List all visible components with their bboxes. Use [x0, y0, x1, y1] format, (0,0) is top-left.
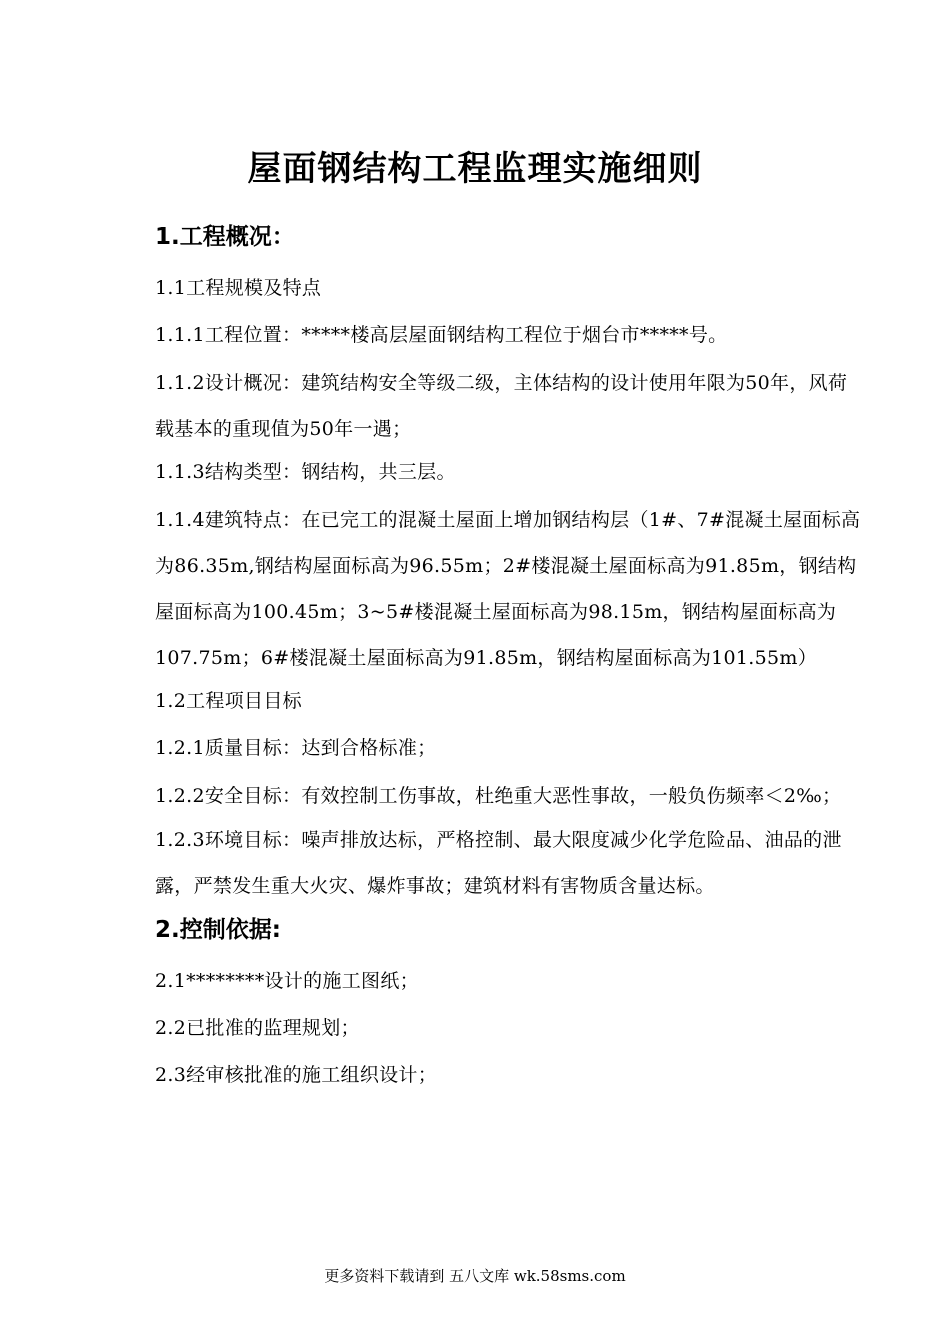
- paragraph-1-2-1: 1.2.1质量目标：达到合格标准；: [155, 737, 437, 759]
- section-heading-overview: 1.工程概况：: [155, 224, 295, 250]
- paragraph-1-1-3: 1.1.3结构类型：钢结构，共三层。: [155, 461, 456, 483]
- paragraph-1-1-2: 1.1.2设计概况：建筑结构安全等级二级，主体结构的设计使用年限为50年，风荷载基本的重现值为50年一遇；: [155, 372, 848, 440]
- paragraph-1-1: 1.1工程规模及特点: [155, 277, 322, 299]
- paragraph-2-2: 2.2已批准的监理规划；: [155, 1017, 360, 1039]
- paragraph-1-1-1: 1.1.1工程位置：*****楼高层屋面钢结构工程位于烟台市*****号。: [155, 324, 728, 346]
- section-heading-basis: 2.控制依据:: [155, 917, 281, 943]
- paragraph-1-2-3: 1.2.3环境目标：噪声排放达标，严格控制、最大限度减少化学危险品、油品的泄露，严禁发生重大火灾、爆炸事故；建筑材料有害物质含量达标。: [155, 829, 842, 897]
- paragraph-2-1: 2.1********设计的施工图纸；: [155, 970, 419, 992]
- document-title: 屋面钢结构工程监理实施细则: [247, 149, 703, 189]
- paragraph-1-1-4: 1.1.4建筑特点：在已完工的混凝土屋面上增加钢结构层（1#、7#混凝土屋面标高为86.35m,钢结构屋面标高为96.55m；2#楼混凝土屋面标高为91.85m，钢结构屋面标高为100.45m；3~5#楼混凝土屋面标高为98.15m，钢结构屋面标高为107.75m；6#楼混凝土屋面标高为91.85m，钢结构屋面标高为101.55m）: [155, 509, 861, 669]
- document-body: [155, 220, 863, 1104]
- paragraph-2-3: 2.3经审核批准的施工组织设计；: [155, 1064, 438, 1086]
- footer-note: 更多资料下载请到 五八文库 wk.58sms.com: [324, 1267, 626, 1285]
- paragraph-1-2: 1.2工程项目目标: [155, 690, 302, 712]
- paragraph-1-2-2: 1.2.2安全目标：有效控制工伤事故，杜绝重大恶性事故，一般负伤频率＜2‰；: [155, 785, 842, 807]
